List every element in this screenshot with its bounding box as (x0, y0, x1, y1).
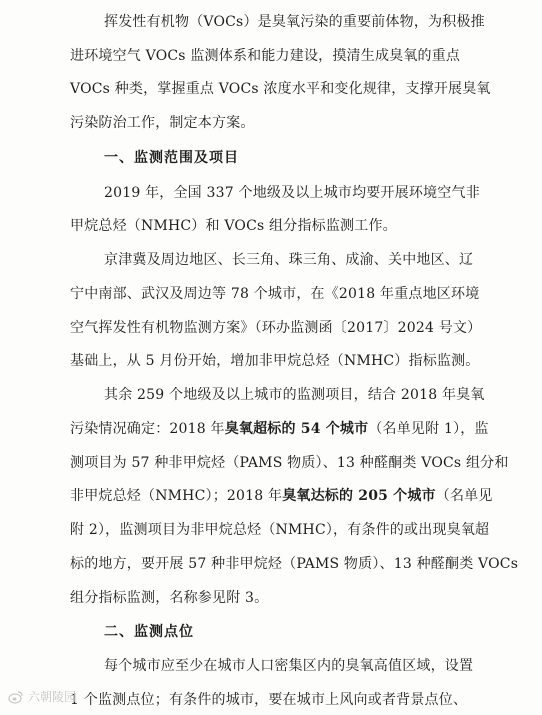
paragraph-line: 挥发性有机物（VOCs）是臭氧污染的重要前体物，为积极推 (104, 14, 485, 30)
paragraph-line: 污染情况确定：2018 年臭氧超标的 54 个城市（名单见附 1），监 (70, 421, 489, 437)
paragraph-line: 基础上，从 5 月份开始，增加非甲烷总烃（NMHC）指标监测。 (70, 353, 480, 369)
emphasis: 臭氧超标的 54 个城市 (224, 421, 369, 437)
paragraph-line: 附 2），监测项目为非甲烷总烃（NMHC），有条件的或出现臭氧超 (70, 522, 490, 538)
paragraph-line: 进环境空气 VOCs 监测体系和能力建设，摸清生成臭氧的重点 (70, 48, 461, 64)
paragraph-line: 1 个监测点位；有条件的城市，要在城市上风向或者背景点位、 (70, 692, 468, 708)
paragraph-line: 其余 259 个地级及以上城市的监测项目，结合 2018 年臭氧 (104, 387, 485, 403)
section-heading: 一、监测范围及项目 (104, 150, 239, 166)
section-heading: 二、监测点位 (104, 624, 194, 640)
paragraph-line: 测项目为 57 种非甲烷烃（PAMS 物质）、13 种醛酮类 VOCs 组分和 (70, 455, 509, 471)
paragraph-line: 空气挥发性有机物监测方案》（环办监测函〔2017〕2024 号文） (70, 320, 482, 336)
paragraph-line: 宁中南部、武汉及周边等 78 个城市，在《2018 年重点地区环境 (70, 286, 480, 302)
watermark-text: 六朝陵园 (28, 690, 77, 704)
paragraph-line: 标的地方，要开展 57 种非甲烷烃（PAMS 物质）、13 种醛酮类 VOCs (70, 556, 519, 572)
paragraph-line: 组分指标监测，名称参见附 3。 (70, 590, 269, 606)
paragraph-line: 甲烷总烃（NMHC）和 VOCs 组分指标监测工作。 (70, 218, 397, 234)
paragraph-line: 2019 年，全国 337 个地级及以上城市均要开展环境空气非 (104, 185, 480, 201)
paragraph-line: 污染防治工作，制定本方案。 (70, 115, 255, 131)
watermark (8, 688, 76, 705)
emphasis: 臭氧达标的 205 个城市 (282, 488, 436, 504)
weibo-icon (8, 689, 24, 705)
paragraph-line: 非甲烷总烃（NMHC）；2018 年臭氧达标的 205 个城市（名单见 (70, 488, 493, 504)
paragraph-line: VOCs 种类，掌握重点 VOCs 浓度水平和变化规律，支撑开展臭氧 (70, 81, 491, 97)
paragraph-line: 京津冀及周边地区、长三角、珠三角、成渝、关中地区、辽 (104, 252, 474, 268)
paragraph-line: 每个城市应至少在城市人口密集区内的臭氧高值区域，设置 (104, 658, 474, 674)
